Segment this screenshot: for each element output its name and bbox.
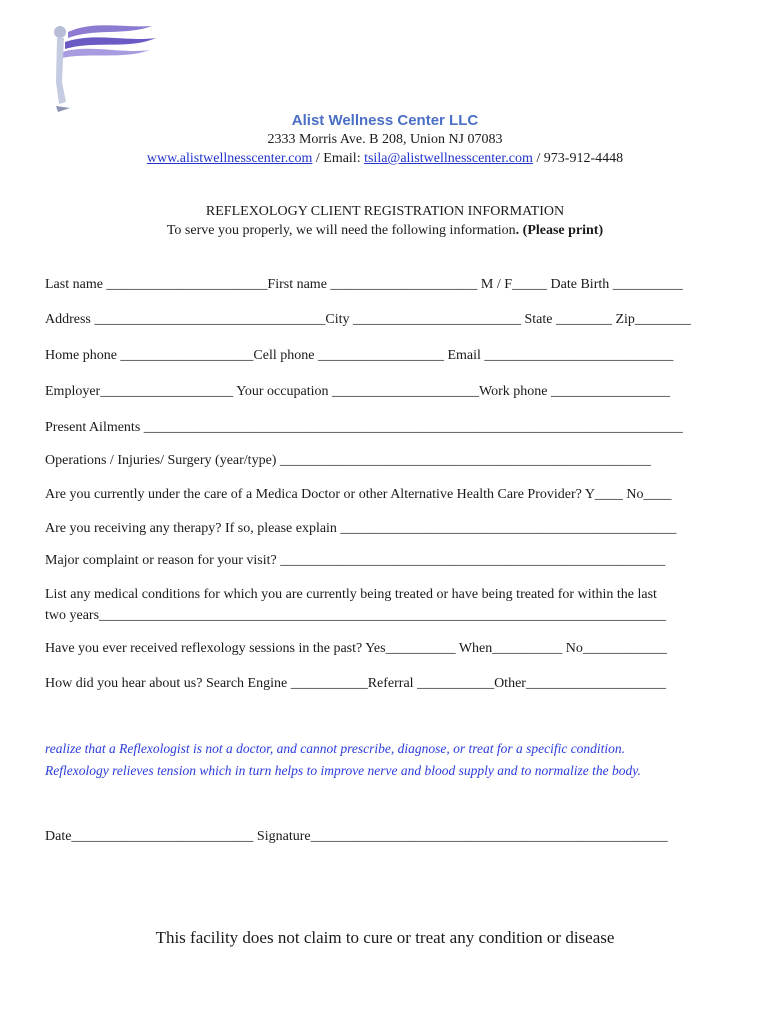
disclaimer-line-2: Reflexology relieves tension which in turn helps to improve nerve and blood supply and to normalize the body. [45,763,641,778]
company-logo [40,22,160,112]
phone-field-row[interactable]: Home phone ___________________Cell phone __________________ Email ___________________________ [45,348,674,363]
contact-line [0,151,770,167]
operations-field-row[interactable]: Operations / Injuries/ Surgery (year/type) _____________________________________________________ [45,453,651,468]
phone-number: / 973-912-4448 [532,151,624,166]
disclaimer-line-1: realize that a Reflexologist is not a doctor, and cannot prescribe, diagnose, or treat for a specific condition. [45,741,626,756]
form-subtitle [0,223,770,239]
form-title: REFLEXOLOGY CLIENT REGISTRATION INFORMATION [205,204,565,219]
company-name: Alist Wellness Center LLC [291,112,479,129]
footer-disclaimer: This facility does not claim to cure or treat any condition or disease [155,928,615,947]
reflexology-history-row[interactable]: Have you ever received reflexology sessions in the past? Yes__________ When__________ No____________ [45,641,667,656]
subtitle-text: To serve you properly, we will need the following information [166,223,516,238]
ailments-field-row[interactable]: Present Ailments _____________________________________________________________________________ [45,420,683,435]
figure-with-flowing-ribbons-logo-icon [40,22,160,112]
website-link[interactable]: www.alistwellnesscenter.com [146,151,313,166]
conditions-question: List any medical conditions for which you are currently being treated or have being treated for within the last [45,587,657,602]
signature-row[interactable]: Date__________________________ Signature___________________________________________________ [45,829,668,844]
therapy-field-row[interactable]: Are you receiving any therapy? If so, please explain ________________________________________________ [45,521,677,536]
complaint-field-row[interactable]: Major complaint or reason for your visit? _______________________________________________________ [45,553,666,568]
referral-source-row[interactable]: How did you hear about us? Search Engine ___________Referral ___________Other____________________ [45,676,666,691]
please-print-note: . (Please print) [515,223,604,238]
care-provider-field-row[interactable]: Are you currently under the care of a Medica Doctor or other Alternative Health Care Provider? Y____ No____ [45,487,672,502]
email-separator: / Email: [312,151,365,166]
email-link[interactable]: tsila@alistwellnesscenter.com [364,151,533,166]
employment-field-row[interactable]: Employer___________________ Your occupation _____________________Work phone _________________ [45,384,670,399]
address-field-row[interactable]: Address _________________________________City ________________________ State ________ Zip________ [45,312,691,327]
conditions-field-row[interactable]: two years_________________________________________________________________________________ [45,608,667,623]
company-address: 2333 Morris Ave. B 208, Union NJ 07083 [267,132,503,147]
name-field-row[interactable]: Last name _______________________First name _____________________ M / F_____ Date Birth __________ [45,277,683,292]
